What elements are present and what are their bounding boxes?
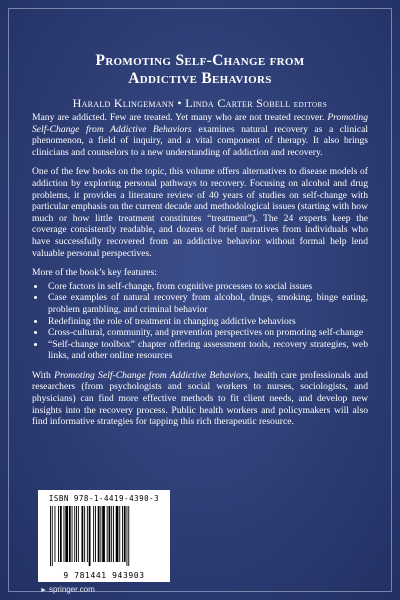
blurb-paragraph-1 bbox=[32, 112, 368, 158]
p3-book-title: Promoting Self-Change from Addictive Behaviors bbox=[54, 369, 249, 381]
book-title bbox=[0, 52, 400, 88]
barcode-bar bbox=[89, 506, 91, 566]
publisher-url-text: springer.com bbox=[48, 585, 95, 594]
isbn-text: ISBN 978-1-4419-4390-3 bbox=[48, 494, 160, 503]
p1-text-b: examines natural recovery as a clinical phenomenon, a field of inquiry, and a vital component of therapy. It also brings clinicians and counselors to a new understanding of addiction and recovery. bbox=[32, 123, 368, 158]
features-intro: More of the book’s key features: bbox=[32, 267, 157, 279]
barcode-bar bbox=[72, 506, 73, 562]
barcode-bar bbox=[102, 506, 105, 562]
barcode-bar bbox=[58, 506, 59, 562]
barcode-bar bbox=[84, 506, 85, 562]
barcode-bar bbox=[76, 506, 77, 562]
barcode-box bbox=[38, 490, 170, 582]
feature-item: • Case examples of natural recovery from alcohol, drugs, smoking, binge eating, problem gambling, and criminal behavior bbox=[46, 292, 368, 315]
blurb-text bbox=[32, 112, 368, 436]
barcode-bar bbox=[122, 506, 123, 562]
barcode-bar bbox=[116, 506, 119, 562]
feature-item: • “Self-change toolbox” chapter offering assessment tools, recovery strategies, web links, and other online resources bbox=[46, 339, 368, 362]
barcode-bar bbox=[119, 506, 120, 562]
barcode-bar bbox=[109, 506, 111, 562]
barcode-bar bbox=[93, 506, 94, 562]
barcode-bar bbox=[87, 506, 88, 562]
barcode-bar bbox=[98, 506, 100, 562]
barcode-bars bbox=[50, 506, 158, 566]
barcode-bar bbox=[74, 506, 75, 562]
editors-label: editors bbox=[293, 100, 328, 110]
feature-item: • Redefining the role of treatment in changing addictive behaviors bbox=[46, 316, 368, 328]
barcode-bar bbox=[127, 506, 128, 566]
barcode-bar bbox=[107, 506, 108, 562]
feature-item: • Cross-cultural, community, and prevention perspectives on promoting self-change bbox=[46, 327, 368, 339]
title-line-1: Promoting Self-Change from bbox=[95, 52, 305, 69]
editor-name-1: Harald Klingemann bbox=[72, 96, 175, 110]
barcode-bar bbox=[100, 506, 101, 562]
feature-item: • Core factors in self-change, from cognitive processes to social issues bbox=[46, 281, 368, 293]
features-list bbox=[32, 281, 368, 362]
barcode-bar bbox=[65, 506, 68, 562]
barcode-bar bbox=[60, 506, 62, 562]
publisher-url[interactable] bbox=[40, 585, 95, 594]
barcode-bar bbox=[52, 506, 53, 566]
barcode-bar bbox=[128, 506, 129, 566]
barcode-bar bbox=[78, 506, 79, 562]
editors-line bbox=[0, 96, 400, 111]
barcode-bar bbox=[69, 506, 71, 562]
blurb-paragraph-3 bbox=[32, 370, 368, 428]
p1-text-a: Many are addicted. Few are treated. Yet many who are not treated recover. bbox=[32, 112, 328, 123]
ean-digits: 9 781441 943903 bbox=[63, 571, 145, 580]
p3-text-b: , health care professionals and researchers (from psychologists and social workers to nurses, sociologists, and physicians) can find more effective methods to fit client needs, and develop new insights into the recovery process. Public health workers and policymakers will also find informative strategies for tapping this rich therapeutic resource. bbox=[32, 369, 368, 428]
editor-separator: • bbox=[177, 96, 182, 110]
arrow-icon: ► bbox=[40, 587, 47, 594]
barcode-bar bbox=[111, 506, 112, 562]
barcode-bar bbox=[124, 506, 126, 562]
p3-text-a: With bbox=[32, 369, 55, 381]
barcode-bar bbox=[50, 506, 51, 566]
barcode-bar bbox=[95, 506, 96, 562]
barcode-bar bbox=[113, 506, 114, 562]
blurb-paragraph-2: One of the few books on the topic, this volume offers alternatives to disease models of addiction by exploring personal pathways to recovery. Focusing on alcohol and drug problems, it provides a literature review of 40 years of studies on self-change with particular emphasis on the current decade and methodological issues (starting with how much or how little treatment constitutes “treatment”). The 24 experts keep the coverage consistently readable, and dozens of brief narratives from individuals who have successfully recovered from an addictive behavior without formal help lend valuable personal perspectives. bbox=[32, 166, 368, 259]
barcode-bar bbox=[55, 506, 56, 562]
p1-book-title: Promoting Self-Change from Addictive Behaviors bbox=[32, 112, 368, 135]
barcode-bar bbox=[64, 506, 65, 562]
title-line-2: Addictive Behaviors bbox=[128, 70, 272, 87]
barcode-bar bbox=[82, 506, 84, 562]
editor-name-2: Linda Carter Sobell bbox=[185, 96, 291, 110]
